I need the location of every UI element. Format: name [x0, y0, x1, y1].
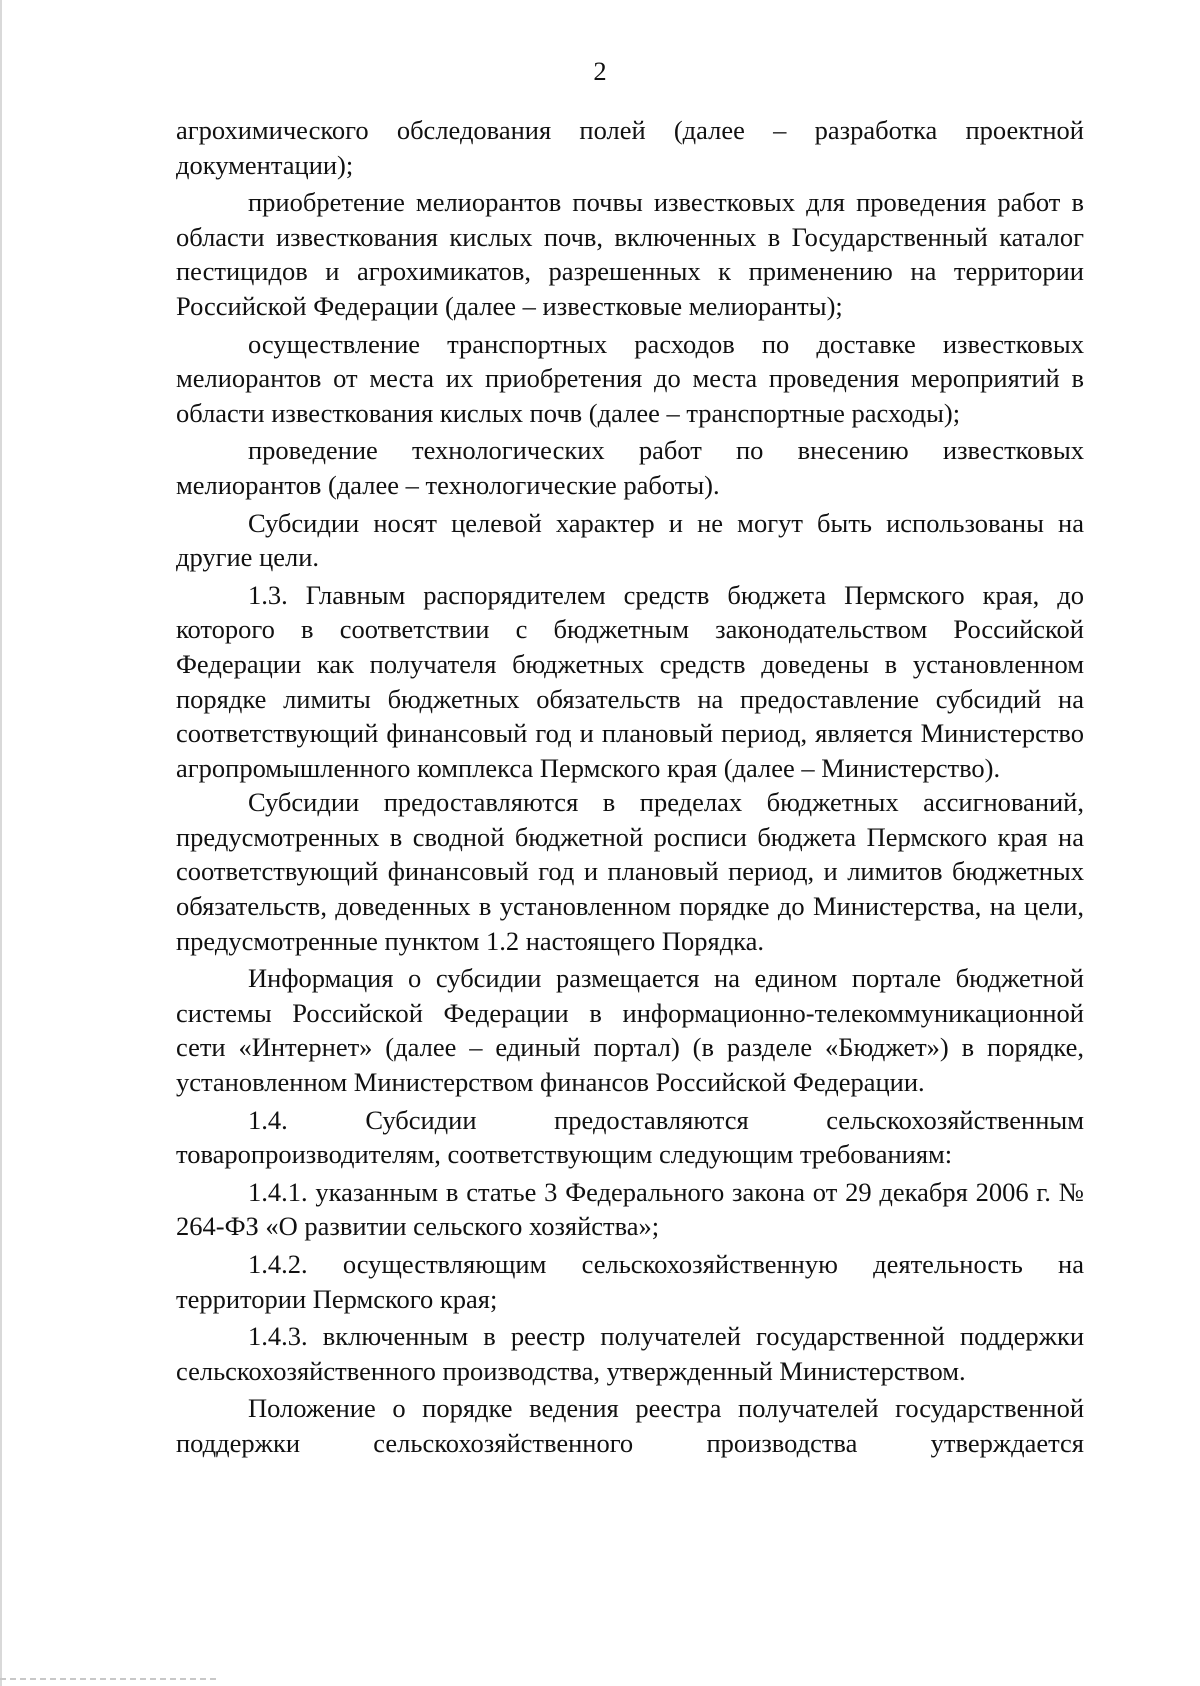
scan-edge-left [0, 0, 2, 1686]
paragraph: Положение о порядке ведения реестра получателей государственной поддержки сельскохозяйственного производства утверждается [176, 1393, 1084, 1458]
paragraph: 1.4.3. включенным в реестр получателей государственной поддержки сельскохозяйственного производства, утвержденный Министерством. [176, 1321, 1084, 1386]
paragraph: 1.4.2. осуществляющим сельскохозяйственную деятельность на территории Пермского края; [176, 1249, 1084, 1314]
paragraph: осуществление транспортных расходов по доставке известковых мелиорантов от места их приобретения до места проведения мероприятий в области известкования кислых почв (далее – транспортные расходы); [176, 328, 1084, 428]
paragraph: Информация о субсидии размещается на едином портале бюджетной системы Российской Федерации в информационно-телекоммуникационной сети «Интернет» (далее – единый портал) (в разделе «Бюджет») в порядке, установленном Министерством финансов Российской Федерации. [176, 963, 1084, 1098]
page-number: 2 [593, 56, 607, 86]
paragraph: Субсидии предоставляются в пределах бюджетных ассигнований, предусмотренных в сводной бюджетной росписи бюджета Пермского края на соответствующий финансовый год и плановый период, и лимитов бюджетных обязательств, доведенных в установленном порядке до Министерства, на цели, предусмотренные пунктом 1.2 настоящего Порядка. [176, 787, 1084, 956]
paragraph: проведение технологических работ по внесению известковых мелиорантов (далее – технологические работы). [176, 435, 1084, 500]
scan-edge-bottom [0, 1678, 220, 1680]
body-text [176, 113, 1084, 1464]
paragraph: 1.4.1. указанным в статье 3 Федерального закона от 29 декабря 2006 г. № 264-ФЗ «О развитии сельского хозяйства»; [176, 1176, 1084, 1242]
paragraph: 1.3. Главным распорядителем средств бюджета Пермского края, до которого в соответствии с бюджетным законодательством Российской Федерации как получателя бюджетных средств доведены в установленном порядке лимиты бюджетных обязательств на предоставление субсидий на соответствующий финансовый год и плановый период, является Министерство агропромышленного комплекса Пермского края (далее – Министерство). [176, 579, 1084, 783]
paragraph: приобретение мелиорантов почвы известковых для проведения работ в области известкования кислых почв, включенных в Государственный каталог пестицидов и агрохимикатов, разрешенных к применению на территории Российской Федерации (далее – известковые мелиоранты); [176, 187, 1084, 321]
paragraph: 1.4. Субсидии предоставляются сельскохозяйственным товаропроизводителям, соответствующим следующим требованиям: [176, 1104, 1084, 1170]
paragraph: агрохимического обследования полей (далее – разработка проектной документации); [176, 115, 1084, 180]
paragraph: Субсидии носят целевой характер и не могут быть использованы на другие цели. [176, 507, 1084, 573]
